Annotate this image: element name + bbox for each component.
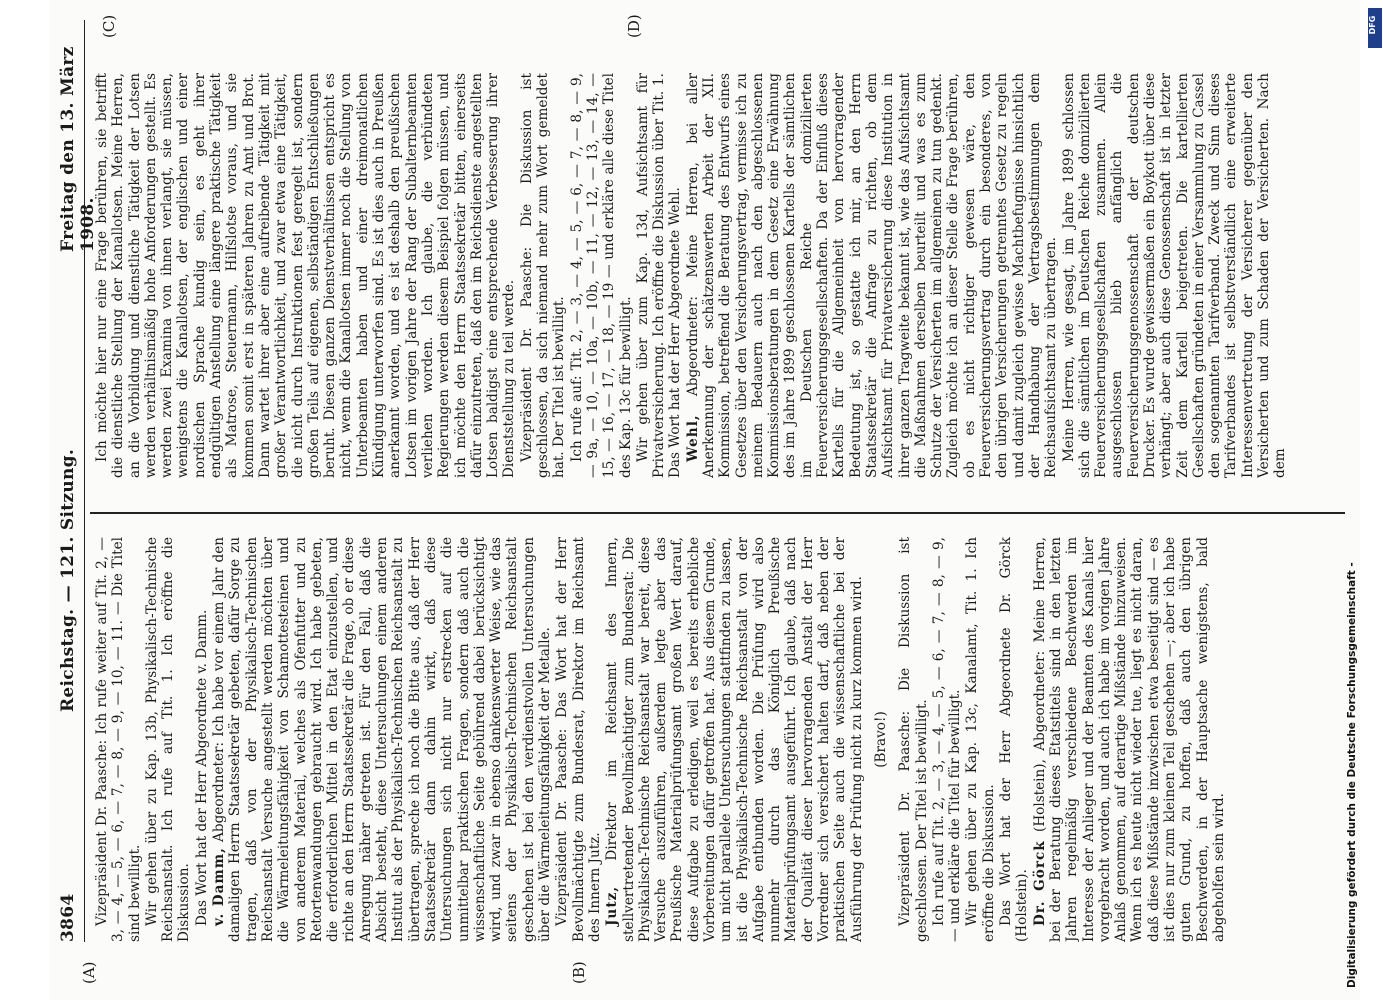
margin-mark-d: (D) xyxy=(625,14,643,38)
paragraph xyxy=(1061,73,1289,478)
paragraph xyxy=(685,73,1060,478)
paragraph-text: Das Wort hat der Herr Abgeordnete Dr. Görck (Holstein). xyxy=(998,537,1031,942)
paragraph xyxy=(569,73,634,478)
paragraph xyxy=(211,537,553,942)
document-page xyxy=(50,0,1360,1000)
paragraph xyxy=(897,537,930,942)
margin-mark-a: (A) xyxy=(80,961,98,984)
paragraph-text: Ich rufe auf Tit. 2, — 3, — 4, — 5, — 6, — 7, — 8, — 9, — und erkläre die Titel für bewilligt. xyxy=(930,537,964,942)
interjection xyxy=(873,537,889,942)
paragraph xyxy=(554,537,603,942)
paragraph xyxy=(998,537,1031,942)
speaker-name: Jutz, xyxy=(604,885,621,926)
page-header xyxy=(56,20,98,942)
paragraph xyxy=(519,73,568,478)
speaker-name: v. Damm, xyxy=(211,847,228,926)
margin-mark-c: (C) xyxy=(100,14,118,38)
column-divider xyxy=(90,513,1345,515)
paragraph xyxy=(964,537,997,942)
paragraph-text: (Holstein), Abgeordneter: Meine Herren, bei der Beratung dieses Etatstitels sind in den letzten Jahren regelmäßig verschiedene Beschwerden im Interesse der Anlieger und der Beamten des Kanals hier vorgebracht worden, und auch ich habe im vorigen Jahre Anlaß genommen, auf derartige Mißstände hinzuweisen. Wenn ich es heute nicht wieder tue, liegt es nicht daran, daß diese Mißstände inzwischen etwa beseitigt sind — es ist dies nur zum kleinen Teil geschehen —; aber ich habe guten Grund, zu hoffen, daß auch den übrigen Beschwerden, in der Hauptsache wenigstens, bald abgeholfen sein wird. xyxy=(1031,537,1227,942)
paragraph-text: Vizepräsident Dr. Paasche: Ich rufe weiter auf Tit. 2, — 3, — 4, — 5, — 6, — 7, — 8, — 9, — 10, — 11. — Die Titel sind bewilligt. xyxy=(94,537,143,942)
paragraph-text: Wir gehen über zum Kap. 13d, Aufsichtsamt für Privatversicherung. Ich eröffne die Diskussion über Tit. 1. Das Wort hat der Herr Abgeordnete Wehl. xyxy=(634,73,684,478)
digitization-note xyxy=(1346,8,1376,988)
dfg-logo-text: DFG xyxy=(1368,15,1377,35)
paragraph xyxy=(1032,537,1228,942)
paragraph-text: Meine Herren, wie gesagt, im Jahre 1899 schlossen sich die sämtlichen im Deutschen Reiche domizilierten Feuerversicherungsgesellschaften zusammen. Allein ausgeschlossen blieb anfänglich die Feuerversicherungsgenossenschaft der deutschen Drucker. Es wurde gewissermaßen ein Boykott über diese verhängt; aber auch diese Genossenschaft ist in letzter Zeit dem Kartell beigetreten. Die kartellierten Gesellschaften gründeten in einer Versammlung zu Cassel den sogenannten Tarifverband. Zweck und Sinn dieses Tarifverbandes ist selbstverständlich eine erweiterte Interessenvertretung der Versicherer gegenüber den Versicherten und zum Schaden der Versicherten. Nach dem xyxy=(1060,73,1289,478)
paragraph-text: Das Wort hat der Herr Abgeordnete v. Damm. xyxy=(193,609,210,926)
paragraph xyxy=(94,537,143,942)
speaker-name: Dr. Görck xyxy=(1031,840,1048,926)
paragraph xyxy=(94,73,518,478)
paragraph-text: Ich rufe auf: Tit. 2, — 3, — 4, — 5, — 6, — 7, — 8, — 9, — 9a, — 10, — 10a, — 10b, — 11, — 12, — 13, — 14, — 15, — 16, — 17, — 18, — 19 — und erkläre alle diese Titel des Kap. 13c für bewilligt. xyxy=(568,73,634,478)
paragraph-text: Wir gehen über zu Kap. 13b, Physikalisch-Technische Reichsanstalt. Ich rufe auf Tit. 1. Ich eröffne die Diskussion. xyxy=(143,537,193,942)
paragraph-text: (Bravo!) xyxy=(872,711,889,768)
paragraph xyxy=(604,537,865,942)
session-title: Reichstag. — 121. Sitzung. xyxy=(58,448,78,712)
paragraph-text: Wir gehen über zu Kap. 13c, Kanalamt, Tit. 1. Ich eröffne die Diskussion. xyxy=(964,537,997,942)
session-date: Freitag den 13. März 1908. xyxy=(58,46,98,252)
paragraph-text: Vizepräsident Dr. Paasche: Das Wort hat der Herr Bevollmächtigte zum Bundesrat, Direktor im Reichsamt des Innern Jutz. xyxy=(554,537,603,942)
paragraph-text: Ich möchte hier nur eine Frage berühren, sie betrifft die dienstliche Stellung der Kanallotsen. Meine Herren, an die Vorbildung und dienstliche Tätigkeit der Lotsen werden verhältnismäßig hohe Anforderungen gestellt. Es werden zwei Examina von ihnen verlangt, sie müssen, wenigstens die Kanallotsen, der englischen und einer nordischen Sprache kundig sein, es geht ihrer endgültigen Anstellung eine längere praktische Tätigkeit als Matrose, Steuermann, Hilfslotse voraus, und sie kommen somit erst in späteren Jahren zu Amt und Brot. Dann wartet ihrer aber eine aufreibende Tätigkeit mit großer Verantwortlichkeit, und zwar etwa eine Tätigkeit, die nicht durch Instruktionen fest geregelt ist, sondern großen Teils auf eigenen, selbständigen Entschließungen beruht. Diesen ganzen Dienstverhältnissen entspricht es nicht, wenn die Kanallotsen immer noch die Stellung von Unterbeamten haben und einer dreimonatlichen Kündigung unterworfen sind. Es ist dies auch in Preußen anerkannt worden, und es ist deshalb den preußischen Lotsen im vorigen Jahre der Rang der Subalternbeamten verliehen worden. Ich glaube, die verbündeten Regierungen werden diesem Beispiel folgen müssen, und ich möchte den Herrn Staatssekretär bitten, einerseits dafür einzutreten, daß den im Reichsdienste angestellten Lotsen baldigst eine entsprechende Verbesserung ihrer Dienststellung zu teil werde. xyxy=(94,73,518,478)
paragraph-text: Abgeordneter: Ich habe vor einem Jahr den damaligen Herrn Staatssekretär gebeten, dafür Sorge zu tragen, daß von der Physikalisch-Technischen Reichsanstalt Versuche angestellt werden möchten über die Wärmeleitungsfähigkeit von Schamottesteinen und von anderem Material, welches als Ofenfutter und zu Retortenwandungen gebraucht wird. Ich habe gebeten, die erforderlichen Mittel in den Etat einzustellen, und richte an den Herrn Staatssekretär die Frage, ob er diese Anregung näher getreten ist. Für den Fall, daß die Absicht besteht, diese Untersuchungen einem anderen Institut als der Physikalisch-Technischen Reichsanstalt zu übertragen, spreche ich noch die Bitte aus, daß der Herr Staatssekretär dann dahin wirkt, daß diese Untersuchungen sich nicht nur erstrecken auf die unmittelbar praktischen Fragen, sondern daß auch die wissenschaftliche Seite gebührend dabei berücksichtigt wird, und zwar in ebenso dankenswerter Weise, wie das seitens der Physikalisch-Technischen Reichsanstalt geschehen ist bei den verdienstvollen Untersuchungen über die Wärmeleitungsfähigkeit der Metalle. xyxy=(211,537,554,942)
margin-mark-b: (B) xyxy=(570,961,588,984)
paragraph-text: Vizepräsident Dr. Paasche: Die Diskussion ist geschlossen, da sich niemand mehr zum Wort gemeldet hat. Der Titel ist bewilligt. xyxy=(518,73,568,478)
page-number: 3864 xyxy=(58,893,78,942)
speaker-name: Wehl, xyxy=(684,414,701,462)
paragraph xyxy=(931,537,964,942)
paragraph xyxy=(194,537,210,942)
paragraph-text: Direktor im Reichsamt des Innern, stellvertretender Bevollmächtigter zum Bundesrat: Die Physikalisch-Technische Reichsanstalt war bereit, diese Versuche auszuführen, außerdem legte aber das Preußische Materialprüfungsamt großen Wert darauf, diese Aufgabe zu erledigen, weil es bereits erhebliche Vorbereitungen dafür getroffen hat. Aus diesem Grunde, um nicht parallele Untersuchungen stattfinden zu lassen, ist die Physikalisch-Technische Reichsanstalt von der Aufgabe entbunden worden. Die Prüfung wird also nunmehr durch das Königlich Preußische Materialprüfungsamt ausgeführt. Ich glaube, daß nach der Qualität dieser hervorragenden Anstalt der Herr Vorredner sich versichert halten darf, daß neben der praktischen Seite auch die wissenschaftliche bei der Ausführung der Prüfung nicht zu kurz kommen wird. xyxy=(604,537,865,942)
digitization-note-text: Digitalisierung gefördert durch die Deutsche Forschungsgemeinschaft - xyxy=(1346,562,1358,988)
paragraph-text: Vizepräsident Dr. Paasche: Die Diskussion ist geschlossen. Der Titel ist bewilligt. xyxy=(897,537,930,942)
paragraph xyxy=(635,73,684,478)
paragraph-text: Abgeordneter: Meine Herren, bei aller Anerkennung der schätzenswerten Arbeit der XII. Kommission, betreffend die Beratung des Entwurfs eines Gesetzes über den Versicherungsvertrag, vermisse ich zu meinem Bedauern auch nach den abgeschlossenen Kommissionsberatungen in dem Gesetz eine Erwähnung des im Jahre 1899 geschlossenen Kartells der sämtlichen im Deutschen Reiche domizilierten Feuerversicherungsgesellschaften. Da der Einfluß dieses Kartells für die Allgemeinheit von hervorragender Bedeutung ist, so gestatte ich mir, an den Herrn Staatssekretär die Anfrage zu richten, ob dem Aufsichtsamt für Privatversicherung diese Institution in ihrer ganzen Tragweite bekannt ist, wie das Aufsichtsamt die Maßnahmen derselben beurteilt und was es zum Schutze der Versicherten im allgemeinen zu tun gedenkt. Zugleich möchte ich an dieser Stelle die Frage berühren, ob es nicht richtiger gewesen wäre, den Feuerversicherungsvertrag durch ein besonderes, von den übrigen Versicherungen getrenntes Gesetz zu regeln und damit zugleich gewisse Machtbefugnisse hinsichtlich der Handhabung der Vertragsbestimmungen dem Reichsaufsichtsamt zu übertragen. xyxy=(684,73,1060,478)
text-column-left xyxy=(94,537,1344,942)
paragraph xyxy=(144,537,193,942)
dfg-logo xyxy=(1368,8,1382,48)
text-column-right xyxy=(94,73,1344,478)
